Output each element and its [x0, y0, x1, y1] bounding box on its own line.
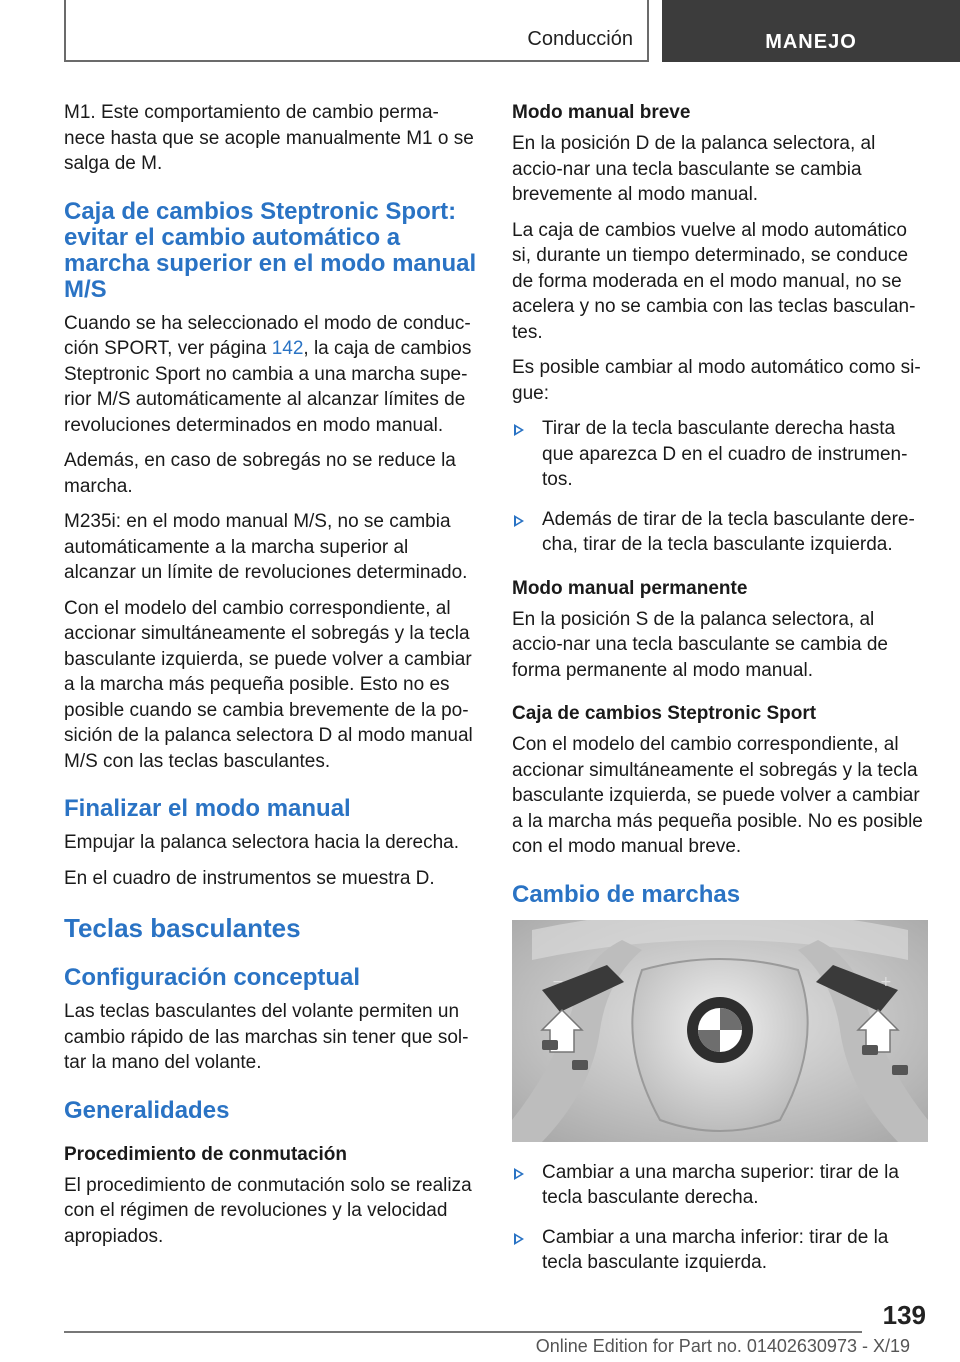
- minus-label: −: [552, 973, 564, 990]
- wheel-button-icon: [862, 1045, 878, 1055]
- paragraph: Empujar la palanca selectora hacia la derecha.: [64, 832, 460, 853]
- paragraph: En la posición D de la palanca selectora, al accio-nar una tecla basculante se cambia brevemente al modo manual.: [512, 133, 876, 205]
- main-heading: Teclas basculantes: [64, 913, 301, 943]
- section-heading: Caja de cambios Steptronic Sport: evitar el cambio automático a marcha superior en el modo manual M/S: [64, 197, 477, 303]
- footer-edition-text: Online Edition for Part no. 01402630973 - X/19: [535, 1336, 910, 1356]
- header-section-title: Conducción: [527, 28, 633, 50]
- paragraph-text: , la caja de cambios Steptronic Sport no cambia a una marcha supe-rior M/S automáticamente al alcanzar límites de revoluciones determinados en modo manual.: [64, 338, 472, 436]
- paragraph: En el cuadro de instrumentos se muestra D.: [64, 867, 435, 889]
- triangle-bullet-icon: [514, 515, 524, 527]
- sub-heading: Caja de cambios Steptronic Sport: [512, 703, 817, 724]
- page-reference-link[interactable]: 142: [271, 338, 304, 359]
- list-item: [512, 507, 928, 558]
- triangle-bullet-icon: [514, 1168, 524, 1180]
- steering-wheel-figure: [512, 920, 928, 1142]
- footer-divider: [64, 1331, 862, 1333]
- paragraph: M235i: en el modo manual M/S, no se cambia automáticamente a la marcha superior al alcanzar un límite de revoluciones determinado.: [64, 511, 468, 583]
- sub-heading: Modo manual breve: [512, 102, 691, 123]
- list-item-text: Cambiar a una marcha superior: tirar de la tecla basculante derecha.: [542, 1161, 899, 1208]
- wheel-button-icon: [542, 1040, 558, 1050]
- page-number: 139: [882, 1300, 926, 1330]
- paragraph: Además, en caso de sobregás no se reduce la marcha.: [64, 450, 456, 497]
- header-section-box: [64, 0, 649, 62]
- sub-heading: Procedimiento de conmutación: [64, 1143, 347, 1165]
- triangle-bullet-icon: [514, 424, 524, 436]
- section-heading: Cambio de marchas: [512, 880, 741, 908]
- paragraph: El procedimiento de conmutación solo se realiza con el régimen de revoluciones y la velocidad apropiados.: [64, 1174, 472, 1247]
- list-item-text: Cambiar a una marcha inferior: tirar de la tecla basculante izquierda.: [542, 1226, 889, 1273]
- bullet-list: [512, 1160, 928, 1276]
- paragraph: En la posición S de la palanca selectora, al accio-nar una tecla basculante se cambia de forma permanente al modo manual.: [512, 608, 889, 681]
- paragraph: Con el modelo del cambio correspondiente, al accionar simultáneamente el sobregás y la tecla basculante izquierda, se puede volver a cambiar a la marcha más pequeña posible. Esto no es posible cuando se cambia brevemente de la po-sición de la palanca selectora D al modo manual M/S con las teclas basculantes.: [64, 597, 473, 772]
- section-heading: Generalidades: [64, 1096, 230, 1124]
- paragraph: [64, 311, 480, 439]
- triangle-bullet-icon: [514, 1233, 524, 1245]
- list-item-text: Tirar de la tecla basculante derecha hasta que aparezca D en el cuadro de instrumen-tos.: [542, 418, 908, 490]
- steering-wheel-illustration: [512, 920, 928, 1142]
- wheel-button-icon: [892, 1065, 908, 1075]
- paragraph: Con el modelo del cambio correspondiente, al accionar simultáneamente el sobregás y la tecla basculante izquierda, se puede volver a cambiar a la marcha más pequeña posible. No es posible con el modo manual breve.: [512, 734, 923, 857]
- bullet-list: [512, 416, 928, 558]
- list-item-text: Además de tirar de la tecla basculante dere-cha, tirar de la tecla basculante izquierda.: [542, 508, 915, 555]
- plus-label: +: [880, 973, 892, 990]
- paragraph: M1. Este comportamiento de cambio perma-nece hasta que se acople manualmente M1 o se salga de M.: [64, 102, 474, 174]
- right-column: [512, 100, 928, 1290]
- section-heading: Finalizar el modo manual: [64, 795, 351, 822]
- sub-heading: Modo manual permanente: [512, 577, 748, 599]
- paragraph-text: Cuando se ha seleccionado el modo de conduc-ción SPORT, ver página: [64, 312, 471, 359]
- left-column: [64, 100, 480, 1259]
- paragraph: Las teclas basculantes del volante permiten un cambio rápido de las marchas sin tener que sol-tar la mano del volante.: [64, 1001, 469, 1073]
- list-item: [512, 1160, 928, 1211]
- paragraph: La caja de cambios vuelve al modo automático si, durante un tiempo determinado, se conduce de forma moderada en el modo manual, no se acelera y no se cambia con las teclas basculan-tes.: [512, 219, 916, 343]
- list-item: [512, 1225, 928, 1276]
- paragraph: Es posible cambiar al modo automático como si-gue:: [512, 357, 921, 404]
- header-chapter-tab: MANEJO: [662, 0, 960, 62]
- section-heading: Configuración conceptual: [64, 964, 361, 991]
- list-item: [512, 416, 928, 493]
- wheel-button-icon: [572, 1060, 588, 1070]
